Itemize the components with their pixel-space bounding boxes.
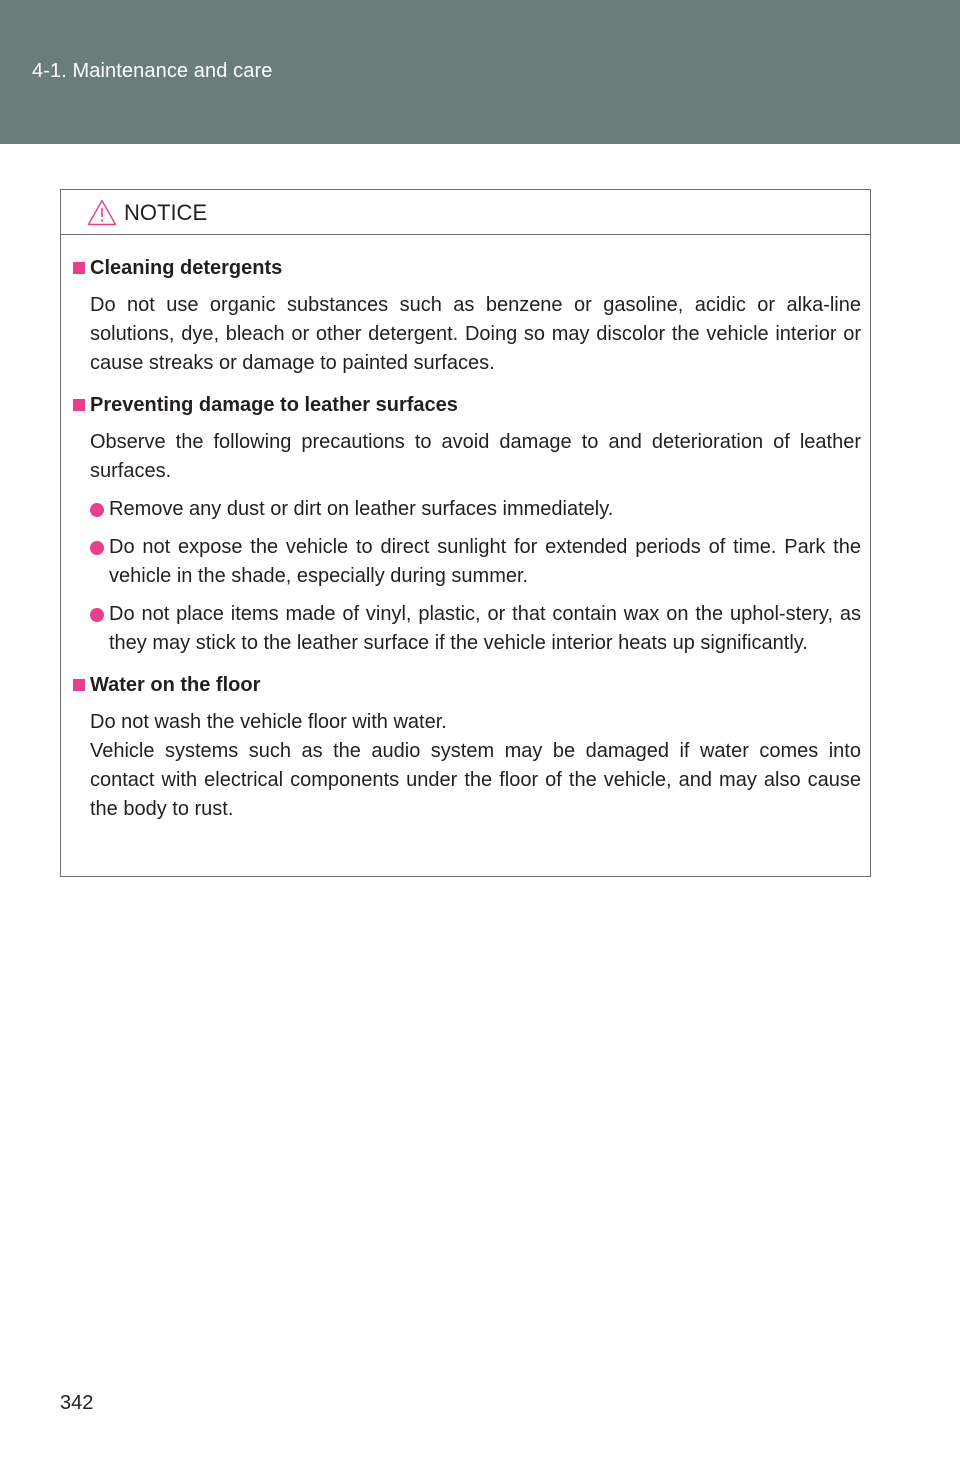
header-band — [0, 0, 960, 144]
square-bullet-icon — [73, 262, 85, 274]
item-paragraph: Observe the following precautions to avoid damage to and deterioration of leather surfaces. — [90, 431, 861, 482]
notice-label: NOTICE — [124, 200, 208, 225]
notice-item-leather-surfaces — [73, 391, 861, 658]
section-title: 4-1. Maintenance and care — [32, 60, 273, 82]
item-paragraph: Do not wash the vehicle floor with water. Vehicle systems such as the audio system may be damaged if water comes into contact with electrical components under the floor of the vehicle, and may also cause the body to rust. — [90, 711, 861, 820]
round-bullet-icon — [90, 541, 104, 555]
item-paragraph: Do not use organic substances such as benzene or gasoline, acidic or alka-line solutions, dye, bleach or other detergent. Doing so may discolor the vehicle interior or cause streaks or damage to painted surfaces. — [90, 294, 861, 374]
round-bullet-icon — [90, 608, 104, 622]
list-item: Do not place items made of vinyl, plastic, or that contain wax on the uphol-stery, as they may stick to the leather surface if the vehicle interior heats up significantly. — [90, 600, 861, 658]
notice-item-cleaning-detergents — [73, 254, 861, 378]
round-bullet-icon — [90, 503, 104, 517]
square-bullet-icon — [73, 679, 85, 691]
warning-triangle-icon — [87, 199, 117, 226]
notice-item-water-on-floor — [73, 671, 861, 824]
square-bullet-icon — [73, 399, 85, 411]
notice-box — [60, 189, 871, 877]
item-title: Preventing damage to leather surfaces — [73, 391, 861, 420]
list-item: Remove any dust or dirt on leather surfaces immediately. — [90, 495, 861, 524]
notice-header — [61, 190, 870, 235]
page-number: 342 — [60, 1392, 94, 1414]
list-item: Do not expose the vehicle to direct sunlight for extended periods of time. Park the vehicle in the shade, especially during summer. — [90, 533, 861, 591]
item-title: Cleaning detergents — [73, 254, 861, 283]
notice-body — [73, 254, 861, 837]
item-title: Water on the floor — [73, 671, 861, 700]
